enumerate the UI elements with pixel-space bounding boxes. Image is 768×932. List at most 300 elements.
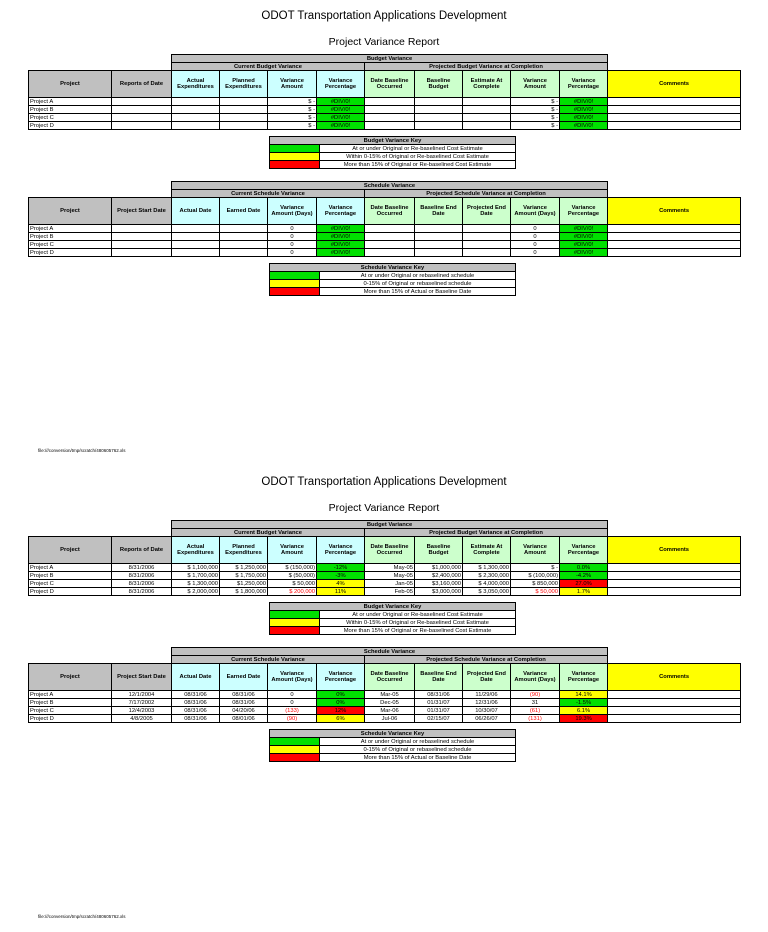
table-row — [29, 699, 741, 707]
spacer — [608, 529, 741, 537]
schedule-col-header: Date Baseline Occurred — [365, 664, 415, 691]
table-cell[interactable] — [365, 233, 415, 241]
budget-col-header: Reports of Date — [112, 71, 172, 98]
table-cell: Project B — [29, 233, 112, 241]
table-cell[interactable]: May-05 — [365, 572, 415, 580]
spacer — [608, 182, 741, 190]
budget-header-row — [29, 537, 741, 564]
table-row — [29, 580, 741, 588]
table-cell[interactable]: #DIV/0! — [560, 98, 608, 106]
table-cell[interactable]: 08/31/06 — [220, 691, 268, 699]
table-cell[interactable]: $ - — [511, 106, 560, 114]
schedule-group-title: Schedule Variance — [172, 182, 608, 190]
key-color-swatch — [270, 145, 320, 153]
table-cell[interactable] — [463, 249, 511, 257]
table-cell[interactable] — [463, 241, 511, 249]
budget-projected-title: Projected Budget Variance at Completion — [365, 63, 608, 71]
table-cell[interactable] — [112, 241, 172, 249]
table-cell[interactable] — [415, 241, 463, 249]
table-cell: Project D — [29, 122, 112, 130]
table-cell[interactable]: 0% — [317, 699, 365, 707]
table-cell[interactable]: 0 — [268, 241, 317, 249]
budget-variance-table — [28, 54, 741, 130]
table-cell[interactable] — [365, 241, 415, 249]
table-cell[interactable]: 08/31/06 — [172, 691, 220, 699]
table-cell[interactable]: 0 — [511, 249, 560, 257]
table-cell[interactable] — [608, 564, 741, 572]
table-cell[interactable] — [608, 715, 741, 723]
key-row — [270, 272, 516, 280]
table-cell[interactable]: 0% — [317, 691, 365, 699]
table-row — [29, 122, 741, 130]
table-cell[interactable]: 08/31/06 — [415, 691, 463, 699]
spacer — [29, 182, 172, 190]
table-cell: Project B — [29, 572, 112, 580]
table-cell[interactable] — [172, 114, 220, 122]
budget-col-header: Variance Percentage — [560, 71, 608, 98]
table-cell[interactable] — [172, 98, 220, 106]
schedule-col-header: Variance Amount (Days) — [268, 198, 317, 225]
table-cell[interactable]: $ - — [511, 122, 560, 130]
table-cell[interactable]: $ 1,700,000 — [172, 572, 220, 580]
table-cell[interactable] — [220, 241, 268, 249]
table-cell[interactable]: $ - — [511, 564, 560, 572]
schedule-header-row — [29, 198, 741, 225]
table-cell[interactable]: #DIV/0! — [560, 114, 608, 122]
schedule-col-header: Comments — [608, 664, 741, 691]
table-cell[interactable]: 11/29/06 — [463, 691, 511, 699]
key-color-swatch — [270, 611, 320, 619]
schedule-variance-key — [269, 729, 516, 762]
table-cell: Project A — [29, 98, 112, 106]
table-cell[interactable]: 27.0% — [560, 580, 608, 588]
budget-current-title: Current Budget Variance — [172, 63, 365, 71]
table-cell[interactable]: $1,250,000 — [220, 580, 268, 588]
schedule-group-title: Schedule Variance — [172, 648, 608, 656]
table-cell[interactable] — [463, 106, 511, 114]
table-cell[interactable]: Jul-06 — [365, 715, 415, 723]
table-cell[interactable]: 1.7% — [560, 588, 608, 596]
table-row — [29, 707, 741, 715]
table-cell[interactable]: $ (100,000) — [511, 572, 560, 580]
table-cell[interactable] — [365, 98, 415, 106]
table-cell[interactable]: #DIV/0! — [317, 241, 365, 249]
table-cell[interactable] — [415, 122, 463, 130]
table-cell[interactable]: (61) — [511, 707, 560, 715]
table-cell[interactable] — [415, 225, 463, 233]
schedule-col-header: Earned Date — [220, 664, 268, 691]
schedule-subgroup-row — [29, 190, 741, 198]
budget-col-header: Date Baseline Occurred — [365, 71, 415, 98]
spacer — [29, 63, 172, 71]
table-cell[interactable]: 01/31/07 — [415, 699, 463, 707]
table-cell[interactable]: -4.2% — [560, 572, 608, 580]
table-cell[interactable]: 0 — [268, 233, 317, 241]
budget-col-header: Variance Amount — [511, 71, 560, 98]
table-cell[interactable] — [608, 114, 741, 122]
table-cell[interactable] — [608, 241, 741, 249]
table-cell[interactable] — [608, 699, 741, 707]
table-cell[interactable]: Mar-06 — [365, 707, 415, 715]
table-row — [29, 241, 741, 249]
report-subtitle: Project Variance Report — [328, 36, 440, 48]
table-cell[interactable]: 08/31/06 — [172, 699, 220, 707]
table-cell[interactable]: -3% — [317, 572, 365, 580]
table-row — [29, 572, 741, 580]
table-cell[interactable] — [365, 122, 415, 130]
budget-col-header: Variance Percentage — [317, 537, 365, 564]
schedule-variance-table — [28, 181, 741, 257]
budget-col-header: Variance Percentage — [560, 537, 608, 564]
table-cell[interactable]: $ (150,000) — [268, 564, 317, 572]
table-cell[interactable]: 0 — [268, 691, 317, 699]
schedule-subgroup-row — [29, 656, 741, 664]
table-cell[interactable] — [608, 249, 741, 257]
key-row — [270, 746, 516, 754]
table-cell[interactable] — [172, 106, 220, 114]
key-title-row — [270, 730, 516, 738]
key-description: At or under Original or rebaselined schedule — [320, 738, 516, 746]
budget-col-header: Variance Amount — [511, 537, 560, 564]
key-description: At or under Original or Re-baselined Cost Estimate — [320, 145, 516, 153]
table-cell[interactable]: $ - — [268, 106, 317, 114]
schedule-col-header: Comments — [608, 198, 741, 225]
table-cell[interactable] — [220, 233, 268, 241]
table-cell[interactable] — [608, 98, 741, 106]
table-cell[interactable]: 08/31/06 — [220, 699, 268, 707]
budget-col-header: Comments — [608, 71, 741, 98]
table-cell[interactable] — [365, 225, 415, 233]
table-cell[interactable] — [112, 233, 172, 241]
table-cell[interactable]: 0 — [511, 225, 560, 233]
table-cell[interactable]: #DIV/0! — [317, 122, 365, 130]
table-cell[interactable]: 8/31/2006 — [112, 572, 172, 580]
table-cell[interactable] — [608, 122, 741, 130]
table-cell[interactable]: 31 — [511, 699, 560, 707]
table-cell[interactable] — [112, 122, 172, 130]
budget-variance-key — [269, 136, 516, 169]
table-cell[interactable] — [415, 114, 463, 122]
table-row — [29, 249, 741, 257]
table-cell[interactable]: 7/17/2002 — [112, 699, 172, 707]
table-cell[interactable] — [608, 580, 741, 588]
table-cell[interactable]: -12% — [317, 564, 365, 572]
table-cell[interactable]: 8/31/2006 — [112, 564, 172, 572]
table-cell[interactable]: 0 — [268, 699, 317, 707]
table-cell[interactable]: $ (50,000) — [268, 572, 317, 580]
key-color-swatch — [270, 280, 320, 288]
table-cell[interactable]: $ - — [268, 114, 317, 122]
table-cell[interactable] — [415, 98, 463, 106]
key-color-swatch — [270, 272, 320, 280]
budget-col-header: Comments — [608, 537, 741, 564]
table-cell[interactable] — [172, 233, 220, 241]
schedule-col-header: Project — [29, 198, 112, 225]
table-cell[interactable] — [220, 98, 268, 106]
table-cell[interactable]: #DIV/0! — [560, 225, 608, 233]
table-cell[interactable]: #DIV/0! — [560, 106, 608, 114]
table-cell[interactable] — [463, 233, 511, 241]
table-cell[interactable] — [608, 572, 741, 580]
table-cell[interactable] — [112, 114, 172, 122]
table-cell[interactable]: (131) — [511, 715, 560, 723]
table-cell[interactable]: #DIV/0! — [560, 241, 608, 249]
table-cell: Project C — [29, 241, 112, 249]
spacer — [608, 55, 741, 63]
schedule-col-header: Actual Date — [172, 198, 220, 225]
schedule-col-header: Variance Percentage — [560, 198, 608, 225]
table-cell[interactable]: 19.3% — [560, 715, 608, 723]
budget-group-row — [29, 55, 741, 63]
spacer — [29, 521, 172, 529]
table-cell[interactable]: 12/1/2004 — [112, 691, 172, 699]
table-cell[interactable]: 6% — [317, 715, 365, 723]
schedule-col-header: Variance Amount (Days) — [268, 664, 317, 691]
report-title: ODOT Transportation Applications Development — [261, 476, 507, 488]
table-cell[interactable]: 6.1% — [560, 707, 608, 715]
schedule-header-row — [29, 664, 741, 691]
schedule-projected-title: Projected Schedule Variance at Completion — [365, 190, 608, 198]
schedule-projected-title: Projected Schedule Variance at Completion — [365, 656, 608, 664]
table-cell[interactable]: 04/20/06 — [220, 707, 268, 715]
budget-col-header: Baseline Budget — [415, 71, 463, 98]
table-row — [29, 98, 741, 106]
table-cell[interactable]: 12/31/06 — [463, 699, 511, 707]
table-cell[interactable]: $3,000,000 — [415, 588, 463, 596]
table-cell[interactable]: 0 — [511, 241, 560, 249]
table-cell[interactable]: #DIV/0! — [560, 249, 608, 257]
table-cell[interactable] — [220, 106, 268, 114]
table-cell[interactable] — [463, 114, 511, 122]
table-cell[interactable]: #DIV/0! — [317, 225, 365, 233]
footer-path: file:///conversion/tmp/scratch/480605762.xls — [38, 914, 126, 919]
table-cell[interactable]: 0 — [511, 233, 560, 241]
table-cell[interactable]: $3,160,000 — [415, 580, 463, 588]
table-cell[interactable]: $ 1,750,000 — [220, 572, 268, 580]
table-cell[interactable]: #DIV/0! — [560, 122, 608, 130]
table-cell[interactable]: #DIV/0! — [560, 233, 608, 241]
footer-path: file:///conversion/tmp/scratch/480605762.xls — [38, 448, 126, 453]
budget-col-header: Actual Expenditures — [172, 71, 220, 98]
table-cell[interactable]: 12% — [317, 707, 365, 715]
table-cell[interactable] — [172, 249, 220, 257]
table-cell[interactable]: 0.0% — [560, 564, 608, 572]
table-cell[interactable] — [415, 106, 463, 114]
table-cell[interactable] — [112, 225, 172, 233]
spacer — [29, 656, 172, 664]
table-cell[interactable]: 8/31/2006 — [112, 588, 172, 596]
spacer — [608, 648, 741, 656]
table-cell[interactable]: $1,000,000 — [415, 564, 463, 572]
schedule-col-header: Variance Percentage — [560, 664, 608, 691]
budget-variance-key — [269, 602, 516, 635]
table-cell[interactable] — [415, 249, 463, 257]
key-color-swatch — [270, 161, 320, 169]
table-cell[interactable] — [220, 249, 268, 257]
key-row — [270, 145, 516, 153]
schedule-col-header: Date Baseline Occurred — [365, 198, 415, 225]
table-cell[interactable]: $ 200,000 — [268, 588, 317, 596]
table-cell[interactable]: $ 850,000 — [511, 580, 560, 588]
table-cell[interactable]: 0 — [268, 249, 317, 257]
budget-col-header: Project — [29, 71, 112, 98]
table-cell[interactable]: $ 50,000 — [268, 580, 317, 588]
key-row — [270, 738, 516, 746]
table-cell[interactable]: #DIV/0! — [317, 98, 365, 106]
key-description: Within 0-15% of Original or Re-baselined Cost Estimate — [320, 153, 516, 161]
spacer — [29, 55, 172, 63]
table-cell[interactable] — [463, 98, 511, 106]
table-cell[interactable] — [608, 106, 741, 114]
table-cell[interactable]: $ 1,250,000 — [220, 564, 268, 572]
report-subtitle: Project Variance Report — [328, 502, 440, 514]
budget-col-header: Planned Expenditures — [220, 537, 268, 564]
table-cell[interactable]: 08/01/06 — [220, 715, 268, 723]
table-cell[interactable]: $ 2,000,000 — [172, 588, 220, 596]
schedule-col-header: Baseline End Date — [415, 198, 463, 225]
table-cell[interactable]: $ - — [511, 98, 560, 106]
budget-col-header: Variance Percentage — [317, 71, 365, 98]
table-cell[interactable]: #DIV/0! — [317, 114, 365, 122]
table-cell[interactable] — [220, 225, 268, 233]
report-title: ODOT Transportation Applications Development — [261, 10, 507, 22]
budget-col-header: Variance Amount — [268, 71, 317, 98]
table-cell[interactable]: May-05 — [365, 564, 415, 572]
schedule-col-header: Project — [29, 664, 112, 691]
table-cell[interactable]: 08/31/06 — [172, 715, 220, 723]
table-cell[interactable]: $ 1,100,000 — [172, 564, 220, 572]
table-cell[interactable]: $ 1,800,000 — [220, 588, 268, 596]
table-cell[interactable]: 0 — [268, 225, 317, 233]
table-cell[interactable]: $2,400,000 — [415, 572, 463, 580]
table-cell[interactable] — [608, 225, 741, 233]
table-cell[interactable]: -1.5% — [560, 699, 608, 707]
table-cell: Project C — [29, 580, 112, 588]
table-row — [29, 588, 741, 596]
schedule-col-header: Project Start Date — [112, 198, 172, 225]
schedule-col-header: Variance Percentage — [317, 198, 365, 225]
key-description: At or under Original or rebaselined schedule — [320, 272, 516, 280]
table-cell[interactable]: (90) — [268, 715, 317, 723]
table-cell[interactable] — [365, 114, 415, 122]
schedule-variance-table — [28, 647, 741, 723]
table-cell[interactable]: 01/31/07 — [415, 707, 463, 715]
table-cell[interactable]: 12/4/2003 — [112, 707, 172, 715]
key-color-swatch — [270, 619, 320, 627]
table-cell[interactable] — [463, 122, 511, 130]
schedule-key-title: Schedule Variance Key — [270, 264, 516, 272]
table-cell[interactable] — [220, 122, 268, 130]
table-cell[interactable]: $ 1,300,000 — [463, 564, 511, 572]
table-cell: Project C — [29, 707, 112, 715]
table-cell[interactable]: #DIV/0! — [317, 249, 365, 257]
table-cell[interactable]: $ 1,300,000 — [172, 580, 220, 588]
table-cell[interactable]: 06/26/07 — [463, 715, 511, 723]
table-cell: Project D — [29, 715, 112, 723]
table-cell[interactable]: $ 3,050,000 — [463, 588, 511, 596]
table-cell[interactable]: 14.1% — [560, 691, 608, 699]
schedule-col-header: Earned Date — [220, 198, 268, 225]
table-cell[interactable] — [415, 233, 463, 241]
table-cell[interactable] — [463, 225, 511, 233]
table-cell[interactable] — [608, 707, 741, 715]
table-cell[interactable]: Mar-05 — [365, 691, 415, 699]
table-cell[interactable] — [365, 249, 415, 257]
key-description: More than 15% of Original or Re-baselined Cost Estimate — [320, 627, 516, 635]
schedule-col-header: Projected End Date — [463, 664, 511, 691]
budget-col-header: Estimate At Complete — [463, 537, 511, 564]
table-cell[interactable]: #DIV/0! — [317, 106, 365, 114]
schedule-col-header: Actual Date — [172, 664, 220, 691]
table-cell[interactable]: 08/31/06 — [172, 707, 220, 715]
spacer — [608, 656, 741, 664]
table-cell[interactable]: 11% — [317, 588, 365, 596]
table-cell[interactable] — [112, 98, 172, 106]
budget-subgroup-row — [29, 529, 741, 537]
table-cell[interactable]: #DIV/0! — [317, 233, 365, 241]
schedule-group-row — [29, 648, 741, 656]
budget-col-header: Date Baseline Occurred — [365, 537, 415, 564]
table-cell[interactable]: $ - — [268, 122, 317, 130]
table-cell[interactable] — [608, 233, 741, 241]
budget-projected-title: Projected Budget Variance at Completion — [365, 529, 608, 537]
table-cell[interactable] — [172, 122, 220, 130]
table-cell[interactable]: $ 2,300,000 — [463, 572, 511, 580]
table-cell[interactable] — [112, 249, 172, 257]
table-cell[interactable]: 4% — [317, 580, 365, 588]
budget-col-header: Actual Expenditures — [172, 537, 220, 564]
spacer — [29, 529, 172, 537]
table-cell[interactable]: 4/8/2005 — [112, 715, 172, 723]
table-cell[interactable] — [220, 114, 268, 122]
budget-group-title: Budget Variance — [172, 521, 608, 529]
key-row — [270, 161, 516, 169]
table-cell[interactable] — [172, 225, 220, 233]
budget-subgroup-row — [29, 63, 741, 71]
table-cell[interactable] — [172, 241, 220, 249]
key-row — [270, 611, 516, 619]
schedule-col-header: Variance Percentage — [317, 664, 365, 691]
table-cell: Project A — [29, 564, 112, 572]
table-cell[interactable]: $ - — [511, 114, 560, 122]
table-cell[interactable]: 8/31/2006 — [112, 580, 172, 588]
key-title-row — [270, 264, 516, 272]
table-cell[interactable]: Jan-05 — [365, 580, 415, 588]
table-cell[interactable]: 10/30/07 — [463, 707, 511, 715]
table-cell[interactable]: $ 50,000 — [511, 588, 560, 596]
table-cell[interactable]: Feb-05 — [365, 588, 415, 596]
table-cell[interactable]: $ 4,000,000 — [463, 580, 511, 588]
table-cell[interactable] — [112, 106, 172, 114]
schedule-col-header: Baseline End Date — [415, 664, 463, 691]
budget-col-header: Baseline Budget — [415, 537, 463, 564]
table-cell[interactable] — [608, 691, 741, 699]
table-cell[interactable]: (133) — [268, 707, 317, 715]
table-cell: Project D — [29, 588, 112, 596]
table-cell[interactable]: 02/15/07 — [415, 715, 463, 723]
table-cell[interactable] — [608, 588, 741, 596]
key-color-swatch — [270, 754, 320, 762]
schedule-col-header: Project Start Date — [112, 664, 172, 691]
key-description: More than 15% of Actual or Baseline Date — [320, 754, 516, 762]
table-cell[interactable]: $ - — [268, 98, 317, 106]
table-cell[interactable]: (90) — [511, 691, 560, 699]
table-cell[interactable] — [365, 106, 415, 114]
table-cell[interactable]: Dec-05 — [365, 699, 415, 707]
table-cell: Project A — [29, 691, 112, 699]
key-row — [270, 280, 516, 288]
key-description: 0-15% of Original or rebaselined schedule — [320, 280, 516, 288]
